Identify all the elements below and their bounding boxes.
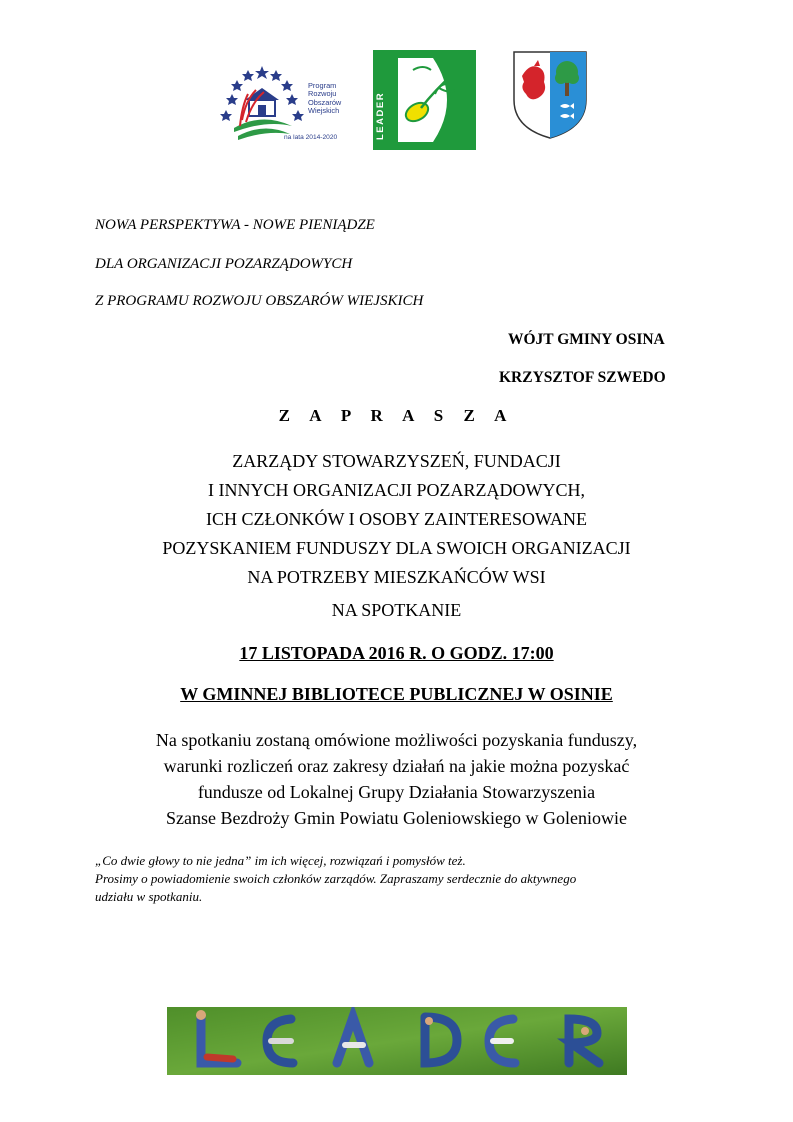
closing-line-1: „Co dwie głowy to nie jedna” im ich więcej, rozwiązań i pomysłów też. bbox=[95, 853, 466, 868]
prow-logo-text bbox=[308, 82, 341, 116]
meeting-label: NA SPOTKANIE bbox=[331, 600, 462, 620]
coat-of-arms-icon bbox=[510, 48, 590, 142]
prow-logo-years: na lata 2014-2020 bbox=[284, 134, 338, 141]
closing-block bbox=[95, 852, 576, 906]
audience-line-1: ZARZĄDY STOWARZYSZEŃ, FUNDACJI bbox=[232, 451, 561, 471]
intro-line-2: DLA ORGANIZACJI POZARZĄDOWYCH bbox=[95, 256, 353, 272]
intro-line-1: NOWA PERSPEKTYWA - NOWE PIENIĄDZE bbox=[95, 217, 375, 233]
intro-line-3: Z PROGRAMU ROZWOJU OBSZARÓW WIEJSKICH bbox=[95, 293, 424, 309]
closing-line-3: udziału w spotkaniu. bbox=[95, 889, 203, 904]
closing-line-2: Prosimy o powiadomienie swoich członków zarządów. Zapraszamy serdecznie do aktywnego bbox=[95, 871, 577, 886]
leader-logo bbox=[373, 50, 476, 150]
prow-logo bbox=[212, 60, 362, 150]
info-line-4: Szanse Bezdroży Gmin Powiatu Goleniowskiego w Goleniowie bbox=[166, 808, 627, 828]
leader-logo-text bbox=[375, 120, 386, 140]
info-line-1: Na spotkaniu zostaną omówione możliwości pozyskania funduszy, bbox=[155, 730, 638, 750]
audience-block bbox=[0, 447, 793, 592]
coat-of-arms bbox=[510, 48, 590, 142]
meeting-place-wrap bbox=[0, 684, 793, 705]
logo-row bbox=[0, 48, 793, 153]
info-line-3: fundusze od Lokalnej Grupy Działania Stowarzyszenia bbox=[197, 782, 596, 802]
info-line-2: warunki rozliczeń oraz zakresy działań na jakie można pozyskać bbox=[163, 756, 630, 776]
meeting-date-wrap bbox=[0, 643, 793, 664]
host-title: WÓJT GMINY OSINA bbox=[508, 331, 665, 348]
meeting-date: 17 LISTOPADA 2016 R. O GODZ. 17:00 bbox=[239, 643, 554, 663]
leader-emblem-icon bbox=[373, 50, 476, 150]
meeting-place: W GMINNEJ BIBLIOTECE PUBLICZNEJ W OSINIE bbox=[180, 684, 613, 704]
prow-line-2: Rozwoju bbox=[308, 89, 337, 99]
host-name: KRZYSZTOF SZWEDO bbox=[499, 369, 666, 386]
info-block bbox=[0, 727, 793, 831]
prow-line-4: Wiejskich bbox=[308, 106, 340, 116]
audience-line-4: POZYSKANIEM FUNDUSZY DLA SWOICH ORGANIZACJI bbox=[162, 538, 631, 558]
audience-line-5: NA POTRZEBY MIESZKAŃCÓW WSI bbox=[247, 567, 546, 587]
invite-word: Z A P R A S Z A bbox=[278, 406, 515, 425]
prow-line-3: Obszarów bbox=[308, 97, 342, 107]
audience-line-2: I INNYCH ORGANIZACJI POZARZĄDOWYCH, bbox=[208, 480, 585, 500]
prow-line-1: Program bbox=[308, 81, 337, 90]
leader-people-photo bbox=[167, 1007, 627, 1075]
audience-line-3: ICH CZŁONKÓW I OSOBY ZAINTERESOWANE bbox=[206, 509, 587, 529]
